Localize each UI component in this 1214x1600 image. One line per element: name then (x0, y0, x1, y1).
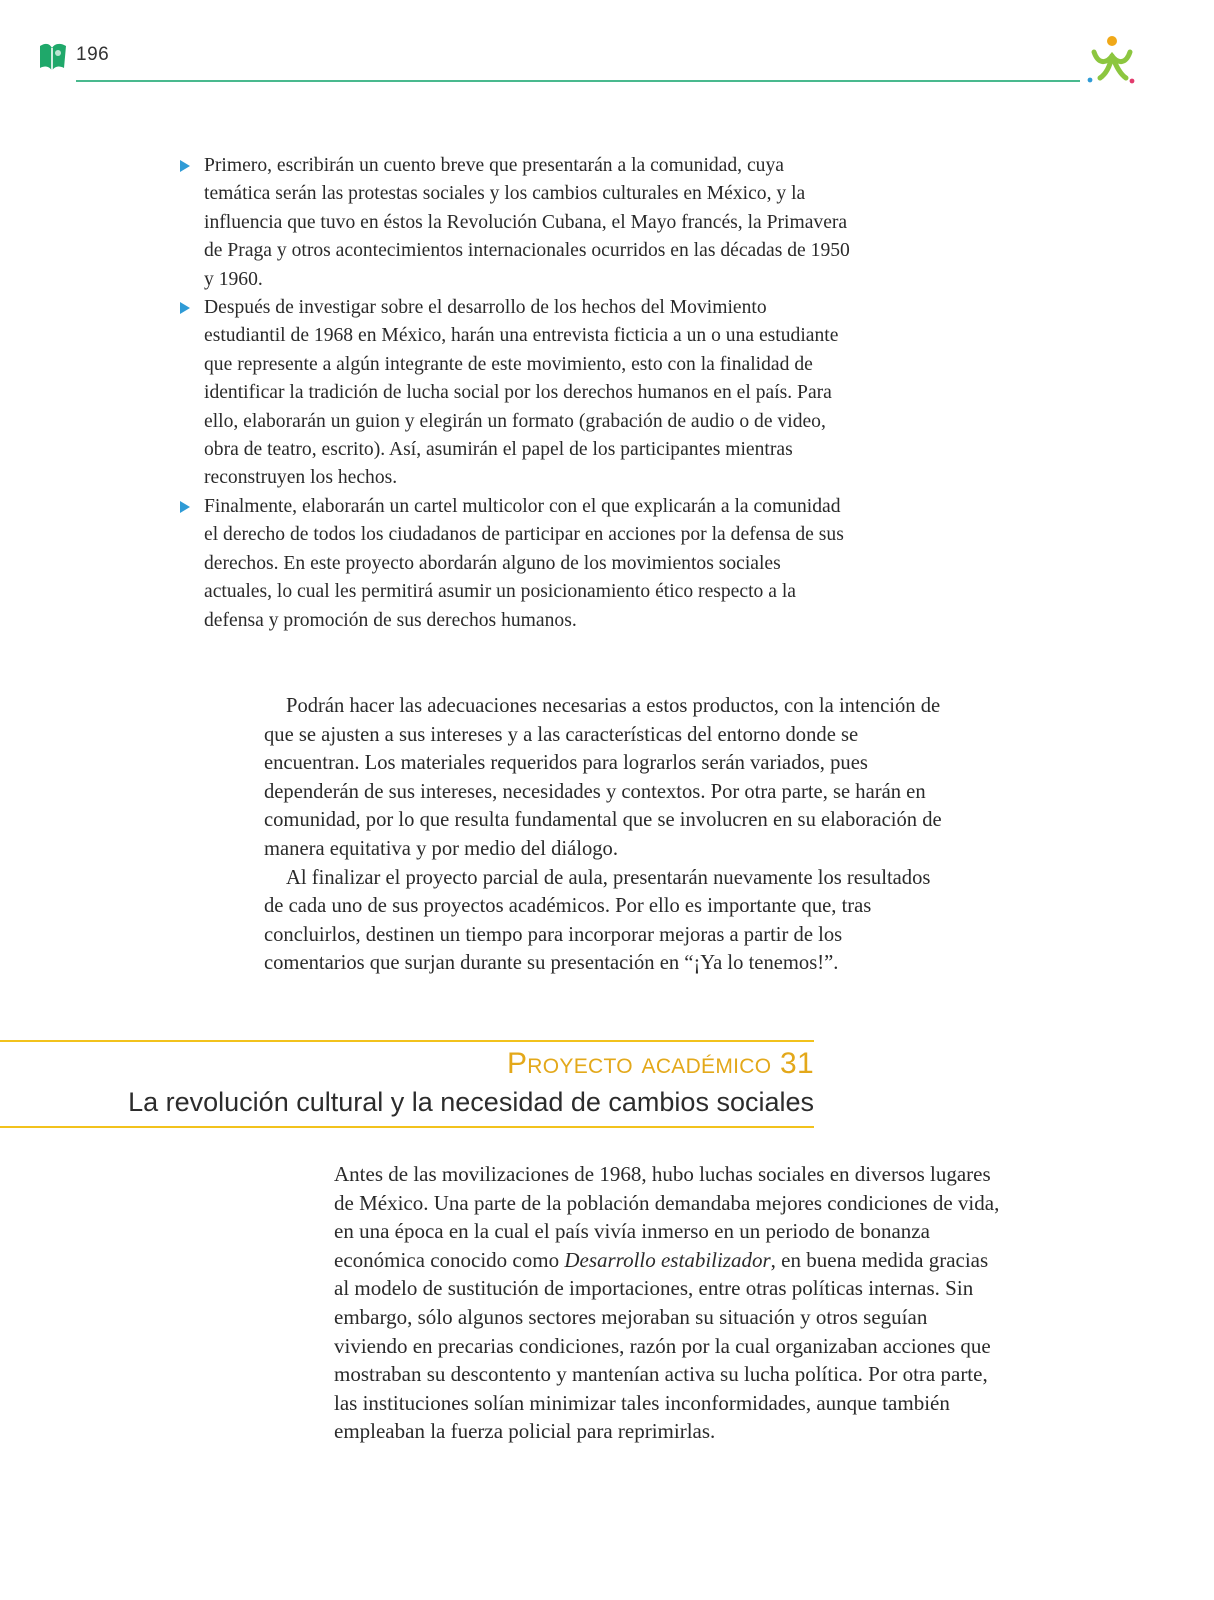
leaf-book-icon (36, 40, 68, 74)
triangle-bullet-icon (180, 302, 190, 314)
triangle-bullet-icon (180, 501, 190, 513)
triangle-bullet-icon (180, 160, 190, 172)
intro-paragraph (334, 1160, 1006, 1446)
bullet-text: Después de investigar sobre el desarrollo de los hechos del Movimiento estudiantil de 1968 en México, harán una entrevista ficticia a un o una estudiante que represente a algún integrante de este movimiento, esto con la finalidad de identificar la tradición de lucha social por los derechos humanos en el país. Para ello, elaborarán un guion y elegirán un formato (grabación de audio o de video, obra de teatro, escrito). Así, asumirán el papel de los participantes mientras reconstruyen los hechos. (204, 297, 839, 489)
section-kicker: Proyecto académico 31 (507, 1047, 814, 1080)
list-item (180, 294, 850, 493)
intro-text: Antes de las movilizaciones de 1968, hubo luchas sociales en diversos lugares de México. Una parte de la población demandaba mejores condiciones de vida, en una época en la cual el país vivía inmerso en un periodo de bonanza económica conocido como (334, 1162, 1000, 1272)
bullet-text: Finalmente, elaborarán un cartel multicolor con el que explicarán a la comunidad el derecho de todos los ciudadanos de participar en acciones por la defensa de sus derechos. En este proyecto abordarán alguno de los movimientos sociales actuales, lo cual les permitirá asumir un posicionamiento ético respecto a la defensa y promoción de sus derechos humanos. (204, 495, 844, 631)
body-paragraphs (264, 692, 944, 978)
activity-bullet-list (180, 152, 850, 635)
person-sprout-logo-icon (1084, 34, 1136, 86)
list-item (180, 152, 850, 294)
page-number: 196 (76, 44, 110, 65)
paragraph: Al finalizar el proyecto parcial de aula, presentarán nuevamente los resultados de cada uno de sus proyectos académicos. Por ello es importante que, tras concluirlos, destinen un tiempo para incorporar mejoras a partir de los comentarios que surjan durante su presentación en “¡Ya lo tenemos!”. (264, 866, 931, 975)
list-item (180, 493, 850, 635)
section-title: La revolución cultural y la necesidad de cambios sociales (128, 1087, 814, 1117)
bullet-text: Primero, escribirán un cuento breve que presentarán a la comunidad, cuya temática serán las protestas sociales y los cambios culturales en México, y la influencia que tuvo en éstos la Revolución Cubana, el Mayo francés, la Primavera de Praga y otros acontecimientos internacionales ocurridos en las décadas de 1950 y 1960. (204, 155, 850, 290)
intro-italic-term: Desarrollo estabilizador (564, 1247, 771, 1272)
paragraph: Podrán hacer las adecuaciones necesarias a estos productos, con la intención de que se ajusten a sus intereses y a las características del entorno donde se encuentran. Los materiales requeridos para lograrlos serán variados, pues dependerán de sus intereses, necesidades y contextos. Por otra parte, se harán en comunidad, por lo que resulta fundamental que se involucren en su elaboración de manera equitativa y por medio del diálogo. (264, 695, 942, 860)
section-top-rule (0, 1040, 814, 1042)
section-bottom-rule (0, 1126, 814, 1128)
intro-text: , en buena medida gracias al modelo de sustitución de importaciones, entre otras políticas internas. Sin embargo, sólo algunos sectores mejoraban su situación y otros seguían viviendo en precarias condiciones, razón por la cual organizaban acciones que mostraban su descontento y mantenían activa su lucha política. Por otra parte, las instituciones solían minimizar tales inconformidades, aunque también empleaban la fuerza policial para reprimirlas. (334, 1247, 991, 1444)
header-rule (76, 80, 1080, 82)
section-intro (334, 1160, 1006, 1446)
